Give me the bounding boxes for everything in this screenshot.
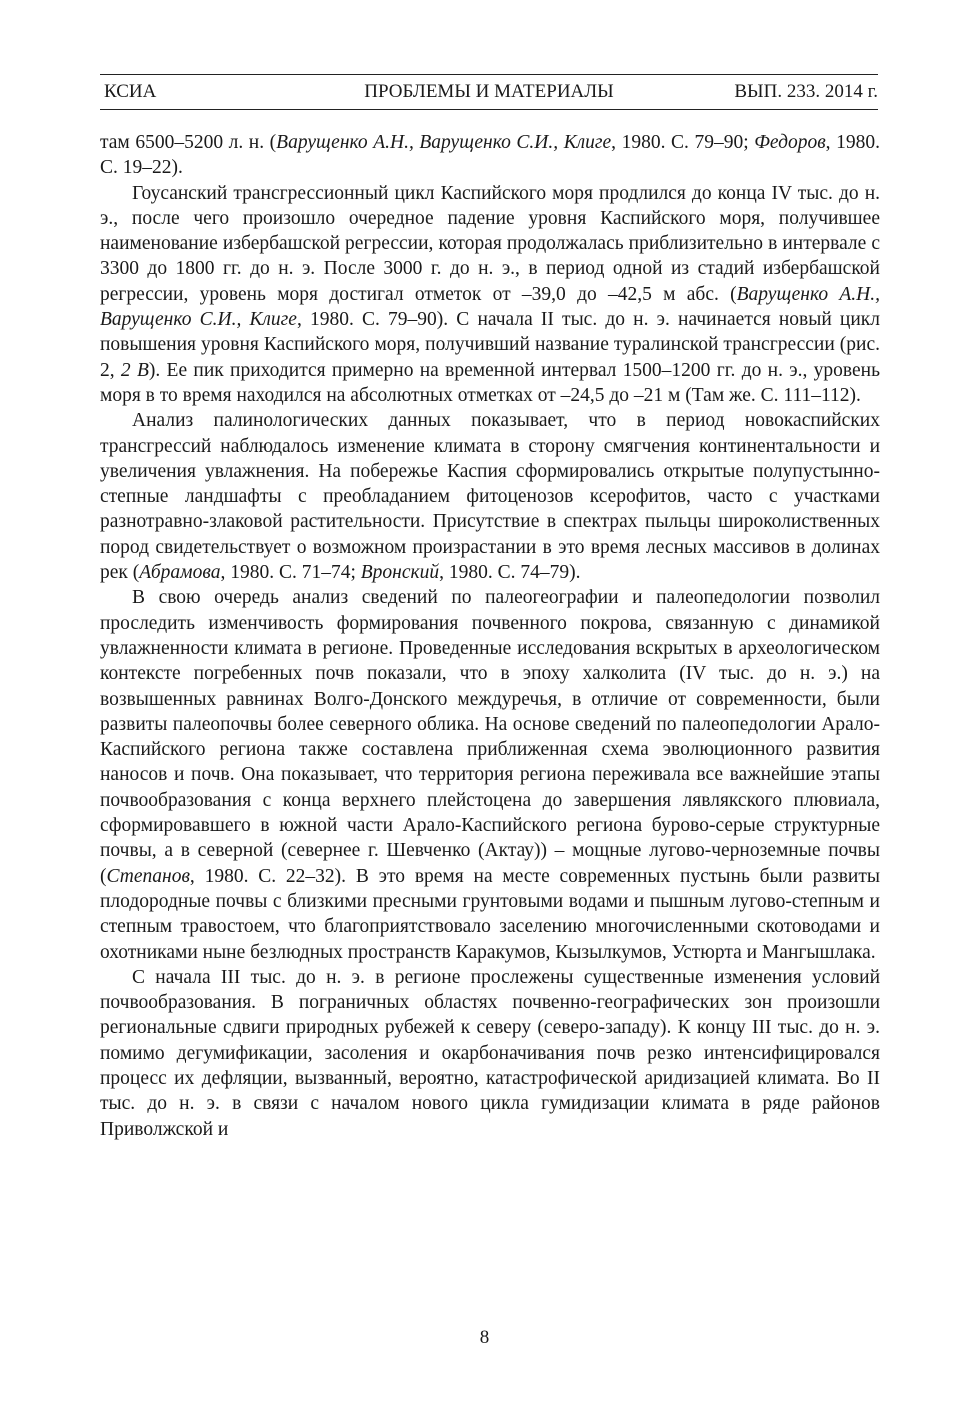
paragraph-2 (100, 181, 880, 409)
paragraph-3 (100, 408, 880, 585)
paragraph-5 (100, 965, 880, 1142)
issue-info: ВЫП. 233. 2014 г. (734, 81, 878, 102)
running-header (100, 74, 878, 110)
citation-author: Степанов (106, 865, 190, 887)
journal-abbrev: КСИА (104, 81, 157, 102)
text-run: В свою очередь анализ сведений по палеогеографии и палеопедологии позволил проследить изменчивость формирования почвенного покрова, связанную с динамикой увлажненности климата в регионе. Проведенные исследования вскрытых в археологическом контексте погребенных почв показали, что в эпоху халколита (IV тыс. до н. э.) на возвышенных равнинах Волго-Донского междуречья, в отличие от современности, были развиты палеопочвы более северного облика. На основе сведений по палеопедологии Арало-Каспийского региона также составлена приближенная схема эволюционного развития наносов и почв. Она показывает, что территория региона переживала все важнейшие этапы почвообразования с конца верхнего плейстоцена до завершения лявлякского плювиала, сформировавшего в южной части Арало-Каспийского региона бурово-серые структурные почвы, а в северной (севернее г. Шевченко (Актау)) – мощные лугово-черноземные почвы ( (100, 587, 880, 887)
citation-author: Федоров (754, 132, 826, 153)
citation-author: Вронский (360, 562, 440, 584)
text-run: , 1980. С. 74–79). (439, 562, 581, 584)
citation-author: 2 В (120, 359, 149, 381)
page-number: 8 (479, 1327, 490, 1348)
text-run: Анализ палинологических данных показывает, что в период новокаспийских трансгрессий наблюдалось изменение климата в сторону смягчения континентальности и увеличения увлажнения. На побережье Каспия сформировались открытые полупустынно-степные ландшафты с преобладанием фитоценозов ксерофитов, часто с участками разнотравно-злаковой растительности. Присутствие в спектрах пыльцы широколиственных пород свидетельствует о возможном произрастании в это время лесных массивов в долинах рек ( (100, 410, 880, 584)
text-run: Гоусанский трансгрессионный цикл Каспийского моря продлился до конца IV тыс. до н. э., после чего произошло очередное падение уровня Каспийского моря, получившее наименование избербашской регрессии, которая продолжалась приблизительно в интервале с 3300 до 1800 гг. до н. э. После 3000 г. до н. э., в период одной из стадий избербашской регрессии, уровень моря достигал отметок от –39,0 до –42,5 м абс. ( (100, 182, 880, 305)
text-run: , 1980. С. 19–22). (100, 132, 880, 179)
paragraph-4 (100, 585, 880, 964)
paragraph-1 (100, 130, 880, 181)
section-title: ПРОБЛЕМЫ И МАТЕРИАЛЫ (364, 81, 614, 102)
text-run: , 1980. С. 71–74; (220, 562, 361, 584)
text-run: , 1980. С. 22–32). В это время на месте современных пустынь были развиты плодородные почвы с близкими пресными грунтовыми водами и пышным лугово-степным и степным травостоем, что благоприятствовало заселению многочисленными скотоводами и охотниками ныне безлюдных пространств Каракумов, Кызылкумов, Устюрта и Мангышлака. (100, 865, 880, 963)
citation-author: Абрамова (139, 562, 221, 584)
text-run: , 1980. С. 79–90). С начала II тыс. до н. э. начинается новый цикл повышения уровня Каспийского моря, получивший название туралинской трансгрессии (рис. 2, (100, 309, 881, 381)
text-run: , 1980. С. 79–90; (611, 132, 755, 153)
text-run: там 6500–5200 л. н. ( (100, 132, 277, 153)
text-run: ). Ее пик приходится примерно на временной интервал 1500–1200 гг. до н. э., уровень моря в то время находился на абсолютных отметках от –24,5 до –21 м (Там же. С. 111–112). (100, 359, 880, 406)
citation-author: Варущенко А.Н., Варущенко С.И., Клиге (100, 283, 881, 331)
citation-author: Варущенко А.Н., Варущенко С.И., Клиге (276, 132, 612, 153)
article-body (100, 130, 880, 1142)
text-run: С начала III тыс. до н. э. в регионе прослежены существенные изменения условий почвообразования. В пограничных областях почвенно-географических зон произошли региональные сдвиги природных рубежей к северу (северо-западу). К концу III тыс. до н. э. помимо дегумификации, засоления и окарбоначивания почв резко интенсифицировался процесс их дефляции, вызванный, вероятно, катастрофической аридизацией климата. Во II тыс. до н. э. в связи с началом нового цикла гумидизации климата в ряде районов Приволжской и (100, 966, 880, 1140)
